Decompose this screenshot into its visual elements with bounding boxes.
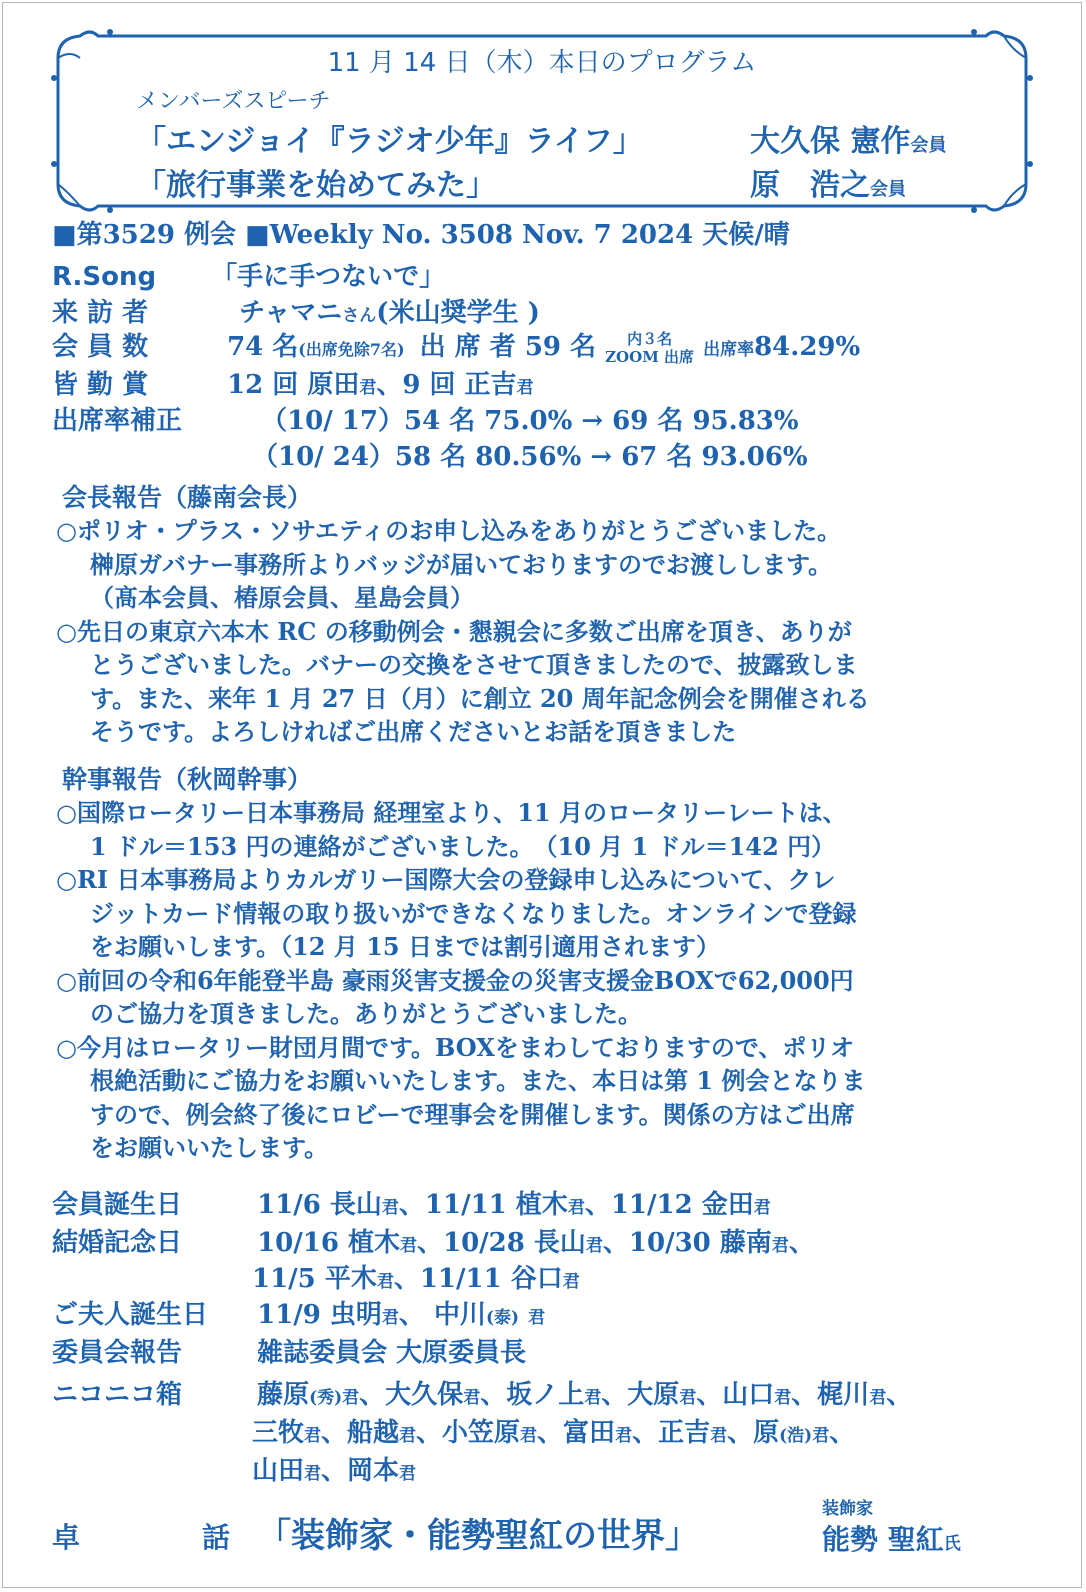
correction-row-1 xyxy=(52,400,799,437)
spouse-birthday-row xyxy=(52,1294,545,1331)
song-label: R.Song xyxy=(52,262,157,292)
president-line: ○先日の東京六本木 RC の移動例会・懇親会に多数ご出席を頂き、ありが xyxy=(56,616,852,646)
niconico-note: (浩) xyxy=(779,1426,813,1446)
kun: 君 xyxy=(376,1272,394,1292)
niconico-comma: 、 xyxy=(829,1418,856,1448)
table-talk-suffix: 氏 xyxy=(943,1534,961,1554)
niconico-name: 、大原 xyxy=(601,1380,680,1410)
kun: 君 xyxy=(567,1198,585,1218)
secretary-line: 根絶活動にご協力をお願いいたします。また、本日は第 1 例会となりま xyxy=(90,1066,866,1095)
visitor-note: (米山奨学生 ) xyxy=(376,298,540,328)
niconico-row-3 xyxy=(252,1450,416,1487)
wedding-item: 、10/30 藤南 xyxy=(602,1228,772,1258)
talk-1-speaker xyxy=(750,116,946,160)
kun: 君 xyxy=(812,1426,830,1446)
perfect-2-kun: 君 xyxy=(516,378,534,398)
secretary-report xyxy=(56,796,1036,1165)
meeting-meta: ■第3529 例会 ■Weekly No. 3508 Nov. 7 2024 天候/晴 xyxy=(52,220,790,250)
kun: 君 xyxy=(528,1308,546,1328)
secretary-line: ○国際ロータリー日本事務局 経理室より、11 月のロータリーレートは、 xyxy=(56,798,847,827)
president-line: （髙本会員、椿原会員、星島会員） xyxy=(90,583,474,612)
table-talk-label-1: 卓 xyxy=(52,1521,81,1554)
kun: 君 xyxy=(463,1388,481,1408)
wedding-item: 11/5 平木 xyxy=(252,1264,377,1294)
niconico-name: 、梶川 xyxy=(791,1380,870,1410)
member-birthday-row xyxy=(52,1184,771,1221)
talk-1-title: 「エンジョイ『ラジオ少年』ライフ」 xyxy=(136,124,643,159)
kun: 君 xyxy=(869,1388,887,1408)
kun: 君 xyxy=(679,1388,697,1408)
niconico-name: 、大久保 xyxy=(359,1380,464,1410)
secretary-line: のご協力を頂きました。ありがとうございました。 xyxy=(90,999,642,1028)
correction-line-1: （10/ 17）54 名 75.0% → 69 名 95.83% xyxy=(261,406,799,436)
song-value: 「手に手つないで」 xyxy=(211,262,446,292)
niconico-name: 三牧 xyxy=(252,1418,305,1448)
niconico-name: 、坂ノ上 xyxy=(480,1380,585,1410)
secretary-line: をお願いいたします。 xyxy=(90,1133,329,1162)
zoom-note-bottom: ZOOM 出席 xyxy=(605,348,695,366)
secretary-line: をお願いします。（12 月 15 日までは割引適用されます） xyxy=(90,932,720,961)
table-talk-name: 能勢 聖紅 xyxy=(822,1523,944,1556)
correction-label: 出席率補正 xyxy=(52,406,183,436)
talk-2-speaker xyxy=(750,160,906,204)
president-line: 榊原ガバナー事務所よりバッジが届いておりますのでお渡しします。 xyxy=(90,549,833,579)
program-header xyxy=(50,28,1034,214)
perfect-1-kun: 君 xyxy=(359,378,377,398)
members-count: 74 名 xyxy=(227,332,299,362)
niconico-name: 、富田 xyxy=(537,1418,616,1448)
niconico-name: 藤原 xyxy=(257,1380,310,1410)
wedding-comma: 、 xyxy=(788,1228,815,1258)
kun: 君 xyxy=(562,1272,580,1292)
niconico-name: 、小笠原 xyxy=(416,1418,521,1448)
secretary-report-heading: 幹事報告（秋岡幹事） xyxy=(62,765,313,794)
kun: 君 xyxy=(584,1388,602,1408)
talk-2-suffix: 会員 xyxy=(870,179,906,200)
secretary-line: ジットカード情報の取り扱いができなくなりました。オンラインで登録 xyxy=(90,898,857,928)
president-report-heading: 会長報告（藤南会長） xyxy=(62,483,313,512)
kun: 君 xyxy=(520,1426,538,1446)
committee-value: 雑誌委員会 大原委員長 xyxy=(257,1338,527,1368)
talk-2-name: 原 浩之 xyxy=(750,168,870,203)
niconico-name: 、山口 xyxy=(696,1380,775,1410)
niconico-row xyxy=(52,1374,912,1411)
perfect-attendance-row xyxy=(52,364,534,401)
spouse-label: ご夫人誕生日 xyxy=(52,1300,209,1330)
niconico-name: 、船越 xyxy=(321,1418,400,1448)
spouse-b-note: (泰) xyxy=(485,1308,520,1328)
kun: 君 xyxy=(753,1198,771,1218)
table-talk-title: 「装飾家・能勢聖紅の世界」 xyxy=(257,1516,700,1556)
perfect-1: 12 回 原田 xyxy=(227,370,360,400)
secretary-line: ○RI 日本事務局よりカルガリー国際大会の登録申し込みについて、クレ xyxy=(56,865,836,894)
wedding-row-2 xyxy=(252,1258,580,1295)
kun: 君 xyxy=(399,1236,417,1256)
visitor-name: チャマニ xyxy=(239,298,343,328)
niconico-name: 山田 xyxy=(252,1456,305,1486)
birthday-label: 会員誕生日 xyxy=(52,1190,183,1220)
attendance-count: 59 名 xyxy=(524,332,597,362)
niconico-note: (秀) xyxy=(309,1388,343,1408)
perfect-2: 、9 回 正吉 xyxy=(376,370,517,400)
kun: 君 xyxy=(304,1426,322,1446)
kun: 君 xyxy=(615,1426,633,1446)
talk-1 xyxy=(136,116,643,160)
spouse-a: 11/9 虫明 xyxy=(257,1300,382,1330)
talk-1-name: 大久保 憲作 xyxy=(750,124,911,159)
niconico-row-2 xyxy=(252,1412,855,1449)
president-line: そうです。よろしければご出席くださいとお話を頂きました xyxy=(90,717,737,746)
kun: 君 xyxy=(342,1388,360,1408)
wedding-item: 、10/28 長山 xyxy=(416,1228,586,1258)
table-talk-row xyxy=(52,1508,699,1557)
kun: 君 xyxy=(399,1426,417,1446)
visitor-row xyxy=(52,292,540,329)
talk-2 xyxy=(136,160,496,204)
kun: 君 xyxy=(304,1464,322,1484)
talk-1-suffix: 会員 xyxy=(910,135,947,156)
wedding-anniversary-row xyxy=(52,1222,815,1259)
president-line: ○ポリオ・プラス・ソサエティのお申し込みをありがとうございました。 xyxy=(56,516,842,545)
secretary-line: すので、例会終了後にロビーで理事会を開催します。関係の方はご出席 xyxy=(90,1099,855,1129)
secretary-line: ○前回の令和6年能登半島 豪雨災害支援金の災害支援金BOXで62,000円 xyxy=(56,965,854,995)
wedding-item: 、11/11 谷口 xyxy=(393,1264,563,1294)
correction-line-2: （10/ 24）58 名 80.56% → 67 名 93.06% xyxy=(252,442,808,472)
table-talk-speaker xyxy=(822,1518,961,1558)
kun: 君 xyxy=(381,1198,399,1218)
rotary-song-row xyxy=(52,256,445,293)
attendance-label: 出 席 者 xyxy=(419,332,516,362)
kun: 君 xyxy=(399,1464,417,1484)
birthday-item: 11/6 長山 xyxy=(257,1190,382,1220)
birthday-item: 、11/11 植木 xyxy=(398,1190,568,1220)
secretary-line: ○今月はロータリー財団月間です。BOXをまわしておりますので、ポリオ xyxy=(56,1032,855,1062)
kun: 君 xyxy=(381,1308,399,1328)
kun: 君 xyxy=(585,1236,603,1256)
members-speech-label: メンバーズスピーチ xyxy=(136,89,331,114)
president-report xyxy=(56,514,1036,749)
kun: 君 xyxy=(771,1236,789,1256)
niconico-name: 、岡本 xyxy=(321,1456,400,1486)
committee-label: 委員会報告 xyxy=(52,1338,183,1368)
committee-report-row xyxy=(52,1332,526,1369)
kun: 君 xyxy=(710,1426,728,1446)
niconico-label: ニコニコ箱 xyxy=(52,1380,183,1410)
niconico-comma: 、 xyxy=(886,1380,913,1410)
rate-label: 出席率 xyxy=(703,340,755,360)
zoom-note-top: 内３名 xyxy=(627,330,673,348)
visitor-san: さん xyxy=(342,306,377,326)
attendance-rate: 84.29% xyxy=(754,332,861,362)
niconico-name: 、正吉 xyxy=(632,1418,711,1448)
table-talk-label-2: 話 xyxy=(202,1521,231,1554)
president-line: す。また、来年 1 月 27 日（月）に創立 20 周年記念例会を開催される xyxy=(90,683,870,713)
president-line: とうございました。バナーの交換をさせて頂きましたので、披露致しま xyxy=(90,650,858,679)
visitor-label: 来 訪 者 xyxy=(52,298,149,328)
wedding-label: 結婚記念日 xyxy=(52,1228,183,1258)
members-exempt: (出席免除7名) xyxy=(298,340,405,359)
secretary-line: 1 ドル＝153 円の連絡がございました。 （10 月 1 ドル＝142 円） xyxy=(90,831,836,861)
perfect-label: 皆 勤 賞 xyxy=(52,370,149,400)
talk-2-title: 「旅行事業を始めてみた」 xyxy=(136,168,496,203)
members-row xyxy=(52,326,860,366)
zoom-note xyxy=(605,330,694,366)
table-talk-role: 装飾家 xyxy=(822,1499,873,1519)
wedding-item: 10/16 植木 xyxy=(257,1228,400,1258)
program-date: 11 月 14 日（木）本日のプログラム xyxy=(327,48,757,78)
kun: 君 xyxy=(774,1388,792,1408)
spouse-b: 、 中川 xyxy=(398,1300,486,1330)
members-label: 会 員 数 xyxy=(52,332,149,362)
birthday-item: 、11/12 金田 xyxy=(584,1190,754,1220)
niconico-name: 、原 xyxy=(727,1418,780,1448)
